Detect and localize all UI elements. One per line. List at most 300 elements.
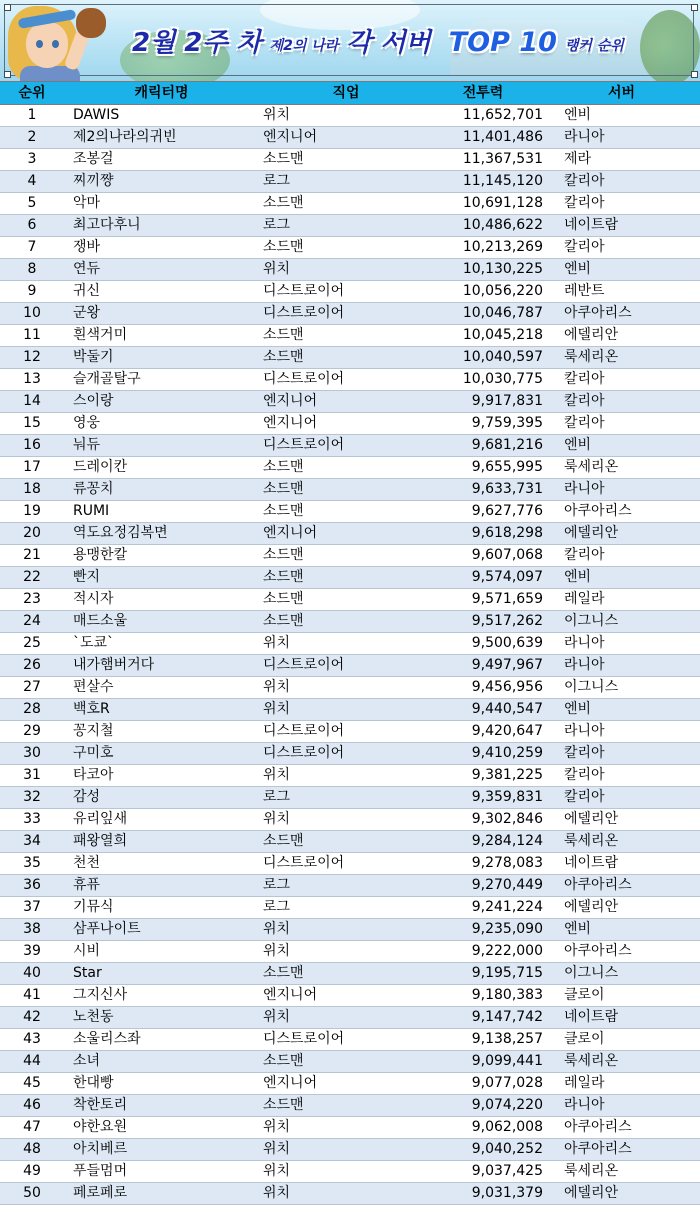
rank-cell: 34 xyxy=(23,833,41,849)
rank-cell: 40 xyxy=(23,965,41,981)
rank-cell: 48 xyxy=(23,1141,41,1157)
rank-cell: 29 xyxy=(23,723,41,739)
name-cell: 연듀 xyxy=(73,261,101,277)
table-row xyxy=(0,787,700,809)
title-top10: TOP 10 xyxy=(448,27,557,58)
job-cell: 엔지니어 xyxy=(263,129,318,145)
job-cell: 디스트로이어 xyxy=(263,283,345,299)
power-cell: 9,759,395 xyxy=(471,415,543,431)
job-cell: 위치 xyxy=(263,811,291,827)
name-cell: 소울리스좌 xyxy=(73,1031,141,1047)
rank-cell: 44 xyxy=(23,1053,41,1069)
power-cell: 9,456,956 xyxy=(471,679,543,695)
server-cell: 칼리아 xyxy=(564,547,605,563)
name-cell: 삼푸나이트 xyxy=(73,921,141,937)
name-cell: 드레이칸 xyxy=(73,459,128,475)
table-row xyxy=(0,193,700,215)
table-row xyxy=(0,303,700,325)
server-cell: 에델리안 xyxy=(564,811,619,827)
name-cell: 매드소울 xyxy=(73,613,128,629)
power-cell: 9,302,846 xyxy=(471,811,543,827)
ranking-banner xyxy=(0,0,700,81)
power-cell: 9,099,441 xyxy=(471,1053,543,1069)
power-cell: 9,031,379 xyxy=(471,1185,543,1201)
name-cell: RUMI xyxy=(73,503,110,519)
server-cell: 엔비 xyxy=(564,921,592,937)
job-cell: 소드맨 xyxy=(263,1097,304,1113)
table-row xyxy=(0,765,700,787)
power-cell: 9,270,449 xyxy=(471,877,543,893)
rank-cell: 7 xyxy=(27,239,37,255)
table-row xyxy=(0,567,700,589)
table-row xyxy=(0,611,700,633)
name-cell: 빤지 xyxy=(73,569,101,585)
power-cell: 11,652,701 xyxy=(462,107,543,123)
rank-cell: 18 xyxy=(23,481,41,497)
table-row xyxy=(0,369,700,391)
rank-cell: 49 xyxy=(23,1163,41,1179)
rank-cell: 19 xyxy=(23,503,41,519)
server-cell: 룩세리온 xyxy=(564,1053,619,1069)
name-cell: 백호R xyxy=(73,701,110,717)
title-ranking: 랭커 순위 xyxy=(564,38,624,54)
name-cell: 슬개골탈구 xyxy=(73,371,141,387)
table-row xyxy=(0,545,700,567)
job-cell: 소드맨 xyxy=(263,239,304,255)
table-row xyxy=(0,1183,700,1205)
rank-cell: 2 xyxy=(27,129,37,145)
server-cell: 칼리아 xyxy=(564,393,605,409)
job-cell: 소드맨 xyxy=(263,349,304,365)
header-power: 전투력 xyxy=(462,85,504,101)
name-cell: 편살수 xyxy=(73,679,114,695)
title-server: 각 서버 xyxy=(346,28,431,58)
rank-cell: 37 xyxy=(23,899,41,915)
name-cell: 꽁지철 xyxy=(73,723,114,739)
table-row xyxy=(0,127,700,149)
header-name: 캐릭터명 xyxy=(134,85,189,101)
rank-cell: 5 xyxy=(27,195,37,211)
table-row xyxy=(0,589,700,611)
name-cell: Star xyxy=(73,965,102,981)
power-cell: 9,497,967 xyxy=(471,657,543,673)
table-row xyxy=(0,809,700,831)
power-cell: 9,574,097 xyxy=(471,569,543,585)
power-cell: 9,147,742 xyxy=(471,1009,543,1025)
power-cell: 9,074,220 xyxy=(471,1097,543,1113)
rank-cell: 36 xyxy=(23,877,41,893)
table-row xyxy=(0,105,700,127)
job-cell: 위치 xyxy=(263,767,291,783)
job-cell: 위치 xyxy=(263,943,291,959)
header-server: 서버 xyxy=(607,85,636,101)
job-cell: 소드맨 xyxy=(263,547,304,563)
job-cell: 로그 xyxy=(263,789,291,805)
power-cell: 9,420,647 xyxy=(471,723,543,739)
name-cell: 푸들멈머 xyxy=(73,1163,128,1179)
power-cell: 9,040,252 xyxy=(471,1141,543,1157)
power-cell: 10,691,128 xyxy=(462,195,543,211)
frame-corner xyxy=(691,71,698,78)
rank-cell: 50 xyxy=(23,1185,41,1201)
table-row xyxy=(0,655,700,677)
power-cell: 9,138,257 xyxy=(471,1031,543,1047)
server-cell: 칼리아 xyxy=(564,239,605,255)
table-row xyxy=(0,325,700,347)
job-cell: 소드맨 xyxy=(263,613,304,629)
server-cell: 레반트 xyxy=(564,283,605,299)
name-cell: 박둘기 xyxy=(73,349,114,365)
name-cell: 패왕열희 xyxy=(73,833,128,849)
name-cell: 노천동 xyxy=(73,1009,114,1025)
name-cell: 적시자 xyxy=(73,591,114,607)
table-body xyxy=(0,105,700,1205)
job-cell: 위치 xyxy=(263,1119,291,1135)
server-cell: 레일라 xyxy=(564,1075,605,1091)
job-cell: 엔지니어 xyxy=(263,1075,318,1091)
rank-cell: 10 xyxy=(23,305,41,321)
power-cell: 9,655,995 xyxy=(471,459,543,475)
power-cell: 11,401,486 xyxy=(462,129,543,145)
job-cell: 소드맨 xyxy=(263,503,304,519)
table-row xyxy=(0,347,700,369)
table-row xyxy=(0,1095,700,1117)
rank-cell: 35 xyxy=(23,855,41,871)
table-row xyxy=(0,743,700,765)
power-cell: 9,627,776 xyxy=(471,503,543,519)
name-cell: 야한요원 xyxy=(73,1119,128,1135)
name-cell: 구미호 xyxy=(73,745,114,761)
power-cell: 9,607,068 xyxy=(471,547,543,563)
server-cell: 이그니스 xyxy=(564,965,619,981)
name-cell: 휴퓨 xyxy=(73,877,101,893)
table-row xyxy=(0,457,700,479)
rank-cell: 20 xyxy=(23,525,41,541)
server-cell: 칼리아 xyxy=(564,195,605,211)
rank-cell: 33 xyxy=(23,811,41,827)
power-cell: 9,517,262 xyxy=(471,613,543,629)
server-cell: 칼리아 xyxy=(564,745,605,761)
job-cell: 소드맨 xyxy=(263,965,304,981)
job-cell: 로그 xyxy=(263,899,291,915)
server-cell: 아쿠아리스 xyxy=(564,877,632,893)
server-cell: 칼리아 xyxy=(564,789,605,805)
table-row xyxy=(0,919,700,941)
table-row xyxy=(0,281,700,303)
name-cell: 영웅 xyxy=(73,415,101,431)
job-cell: 디스트로이어 xyxy=(263,723,345,739)
server-cell: 이그니스 xyxy=(564,679,619,695)
job-cell: 위치 xyxy=(263,635,291,651)
title-game: 제2의 나라 xyxy=(269,38,339,54)
rank-cell: 12 xyxy=(23,349,41,365)
power-cell: 10,130,225 xyxy=(462,261,543,277)
job-cell: 소드맨 xyxy=(263,195,304,211)
table-row xyxy=(0,941,700,963)
job-cell: 엔지니어 xyxy=(263,393,318,409)
power-cell: 9,571,659 xyxy=(471,591,543,607)
rank-cell: 38 xyxy=(23,921,41,937)
power-cell: 9,500,639 xyxy=(471,635,543,651)
server-cell: 칼리아 xyxy=(564,371,605,387)
name-cell: `도쿄` xyxy=(73,635,115,651)
server-cell: 엔비 xyxy=(564,437,592,453)
job-cell: 소드맨 xyxy=(263,151,304,167)
job-cell: 디스트로이어 xyxy=(263,1031,345,1047)
server-cell: 라니아 xyxy=(564,723,605,739)
server-cell: 에델리안 xyxy=(564,1185,619,1201)
rank-cell: 31 xyxy=(23,767,41,783)
table-row xyxy=(0,1139,700,1161)
power-cell: 9,077,028 xyxy=(471,1075,543,1091)
header-job: 직업 xyxy=(332,85,360,101)
name-cell: 눠듀 xyxy=(73,437,101,453)
job-cell: 엔지니어 xyxy=(263,987,318,1003)
job-cell: 위치 xyxy=(263,261,291,277)
name-cell: 용맹한칼 xyxy=(73,547,128,563)
table-row xyxy=(0,1051,700,1073)
power-cell: 11,367,531 xyxy=(462,151,543,167)
power-cell: 9,180,383 xyxy=(471,987,543,1003)
table-row xyxy=(0,699,700,721)
server-cell: 칼리아 xyxy=(564,415,605,431)
table-row xyxy=(0,721,700,743)
server-cell: 아쿠아리스 xyxy=(564,503,632,519)
rank-cell: 43 xyxy=(23,1031,41,1047)
rank-cell: 4 xyxy=(27,173,37,189)
job-cell: 위치 xyxy=(263,1009,291,1025)
rank-cell: 17 xyxy=(23,459,41,475)
name-cell: 아치베르 xyxy=(73,1141,128,1157)
server-cell: 아쿠아리스 xyxy=(564,943,632,959)
power-cell: 9,284,124 xyxy=(471,833,543,849)
banner-title xyxy=(132,20,624,60)
table-row xyxy=(0,1029,700,1051)
name-cell: 흰색거미 xyxy=(73,327,128,343)
rank-cell: 22 xyxy=(23,569,41,585)
server-cell: 라니아 xyxy=(564,481,605,497)
name-cell: 류꽁치 xyxy=(73,481,114,497)
server-cell: 에델리안 xyxy=(564,899,619,915)
power-cell: 10,046,787 xyxy=(462,305,543,321)
name-cell: DAWIS xyxy=(73,107,120,123)
power-cell: 10,213,269 xyxy=(462,239,543,255)
job-cell: 소드맨 xyxy=(263,591,304,607)
rank-cell: 30 xyxy=(23,745,41,761)
server-cell: 레일라 xyxy=(564,591,605,607)
job-cell: 위치 xyxy=(263,1185,291,1201)
rank-cell: 46 xyxy=(23,1097,41,1113)
rank-cell: 45 xyxy=(23,1075,41,1091)
power-cell: 9,917,831 xyxy=(471,393,543,409)
server-cell: 클로이 xyxy=(564,987,605,1003)
name-cell: 유리잎새 xyxy=(73,811,128,827)
name-cell: 찌끼쨩 xyxy=(73,173,114,189)
rank-cell: 15 xyxy=(23,415,41,431)
server-cell: 엔비 xyxy=(564,569,592,585)
table-row xyxy=(0,1117,700,1139)
server-cell: 에델리안 xyxy=(564,327,619,343)
power-cell: 11,145,120 xyxy=(462,173,543,189)
power-cell: 10,486,622 xyxy=(462,217,543,233)
rank-cell: 8 xyxy=(27,261,37,277)
job-cell: 소드맨 xyxy=(263,833,304,849)
ranking-table xyxy=(0,81,700,1205)
power-cell: 10,040,597 xyxy=(462,349,543,365)
rank-cell: 42 xyxy=(23,1009,41,1025)
name-cell: 악마 xyxy=(73,195,101,211)
table-row xyxy=(0,215,700,237)
job-cell: 위치 xyxy=(263,1141,291,1157)
server-cell: 네이트람 xyxy=(564,855,619,871)
name-cell: 감성 xyxy=(73,789,101,805)
name-cell: 착한토리 xyxy=(73,1097,128,1113)
server-cell: 아쿠아리스 xyxy=(564,1119,632,1135)
name-cell: 쟁바 xyxy=(73,239,101,255)
table-row xyxy=(0,391,700,413)
name-cell: 조봉걸 xyxy=(73,151,114,167)
name-cell: 천천 xyxy=(73,855,101,871)
server-cell: 라니아 xyxy=(564,657,605,673)
server-cell: 엔비 xyxy=(564,107,592,123)
rank-cell: 11 xyxy=(23,327,41,343)
table-row xyxy=(0,523,700,545)
table-row xyxy=(0,853,700,875)
power-cell: 9,381,225 xyxy=(471,767,543,783)
server-cell: 라니아 xyxy=(564,635,605,651)
rank-cell: 13 xyxy=(23,371,41,387)
table-row xyxy=(0,149,700,171)
name-cell: 스이랑 xyxy=(73,393,114,409)
job-cell: 엔지니어 xyxy=(263,415,318,431)
rank-cell: 6 xyxy=(27,217,37,233)
job-cell: 디스트로이어 xyxy=(263,855,345,871)
server-cell: 룩세리온 xyxy=(564,349,619,365)
server-cell: 칼리아 xyxy=(564,173,605,189)
job-cell: 소드맨 xyxy=(263,327,304,343)
power-cell: 9,241,224 xyxy=(471,899,543,915)
power-cell: 9,062,008 xyxy=(471,1119,543,1135)
job-cell: 위치 xyxy=(263,921,291,937)
job-cell: 엔지니어 xyxy=(263,525,318,541)
server-cell: 룩세리온 xyxy=(564,459,619,475)
table-row xyxy=(0,875,700,897)
job-cell: 소드맨 xyxy=(263,1053,304,1069)
rank-cell: 16 xyxy=(23,437,41,453)
server-cell: 네이트람 xyxy=(564,217,619,233)
table-row xyxy=(0,259,700,281)
table-header xyxy=(0,81,700,105)
power-cell: 10,045,218 xyxy=(462,327,543,343)
job-cell: 로그 xyxy=(263,173,291,189)
job-cell: 디스트로이어 xyxy=(263,657,345,673)
server-cell: 네이트람 xyxy=(564,1009,619,1025)
job-cell: 소드맨 xyxy=(263,569,304,585)
power-cell: 9,618,298 xyxy=(471,525,543,541)
job-cell: 디스트로이어 xyxy=(263,371,345,387)
rank-cell: 1 xyxy=(27,107,37,123)
server-cell: 엔비 xyxy=(564,701,592,717)
name-cell: 귀신 xyxy=(73,283,101,299)
power-cell: 9,410,259 xyxy=(471,745,543,761)
table-row xyxy=(0,1007,700,1029)
power-cell: 9,222,000 xyxy=(471,943,543,959)
job-cell: 소드맨 xyxy=(263,459,304,475)
job-cell: 위치 xyxy=(263,701,291,717)
job-cell: 로그 xyxy=(263,217,291,233)
job-cell: 로그 xyxy=(263,877,291,893)
name-cell: 한대빵 xyxy=(73,1075,114,1091)
header-rank: 순위 xyxy=(18,85,46,101)
name-cell: 소녀 xyxy=(73,1053,101,1069)
power-cell: 10,030,775 xyxy=(462,371,543,387)
server-cell: 이그니스 xyxy=(564,613,619,629)
rank-cell: 32 xyxy=(23,789,41,805)
job-cell: 디스트로이어 xyxy=(263,437,345,453)
power-cell: 9,633,731 xyxy=(471,481,543,497)
table-row xyxy=(0,897,700,919)
server-cell: 아쿠아리스 xyxy=(564,305,632,321)
name-cell: 최고다후니 xyxy=(73,217,141,233)
power-cell: 9,037,425 xyxy=(471,1163,543,1179)
server-cell: 에델리안 xyxy=(564,525,619,541)
name-cell: 시비 xyxy=(73,943,101,959)
table-row xyxy=(0,633,700,655)
power-cell: 9,440,547 xyxy=(471,701,543,717)
name-cell: 타코아 xyxy=(73,767,114,783)
title-week: 2월 2주 차 xyxy=(132,28,262,58)
power-cell: 9,681,216 xyxy=(471,437,543,453)
name-cell: 기뮤식 xyxy=(73,899,114,915)
rank-cell: 41 xyxy=(23,987,41,1003)
table-row xyxy=(0,435,700,457)
job-cell: 디스트로이어 xyxy=(263,745,345,761)
power-cell: 9,278,083 xyxy=(471,855,543,871)
rank-cell: 47 xyxy=(23,1119,41,1135)
server-cell: 클로이 xyxy=(564,1031,605,1047)
job-cell: 디스트로이어 xyxy=(263,305,345,321)
server-cell: 룩세리온 xyxy=(564,833,619,849)
name-cell: 내가햄버거다 xyxy=(73,657,155,673)
power-cell: 9,235,090 xyxy=(471,921,543,937)
server-cell: 칼리아 xyxy=(564,767,605,783)
table-row xyxy=(0,963,700,985)
rank-cell: 9 xyxy=(27,283,37,299)
table-row xyxy=(0,479,700,501)
name-cell: 그지신사 xyxy=(73,987,128,1003)
rank-cell: 26 xyxy=(23,657,41,673)
job-cell: 위치 xyxy=(263,679,291,695)
server-cell: 제라 xyxy=(564,151,592,167)
server-cell: 엔비 xyxy=(564,261,592,277)
frame-corner xyxy=(691,4,698,11)
rank-cell: 39 xyxy=(23,943,41,959)
power-cell: 9,195,715 xyxy=(471,965,543,981)
table-row xyxy=(0,831,700,853)
table-row xyxy=(0,1073,700,1095)
name-cell: 페로페로 xyxy=(73,1185,128,1201)
table-row xyxy=(0,1161,700,1183)
name-cell: 제2의나라의귀빈 xyxy=(73,129,177,145)
server-cell: 아쿠아리스 xyxy=(564,1141,632,1157)
rank-cell: 28 xyxy=(23,701,41,717)
power-cell: 10,056,220 xyxy=(462,283,543,299)
job-cell: 위치 xyxy=(263,1163,291,1179)
table-row xyxy=(0,677,700,699)
table-row xyxy=(0,413,700,435)
rank-cell: 23 xyxy=(23,591,41,607)
name-cell: 군왕 xyxy=(73,305,101,321)
